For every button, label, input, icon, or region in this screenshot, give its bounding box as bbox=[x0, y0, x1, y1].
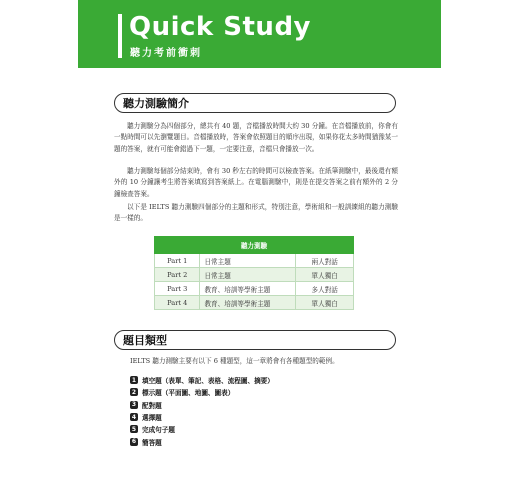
list-item-text: 完成句子題 bbox=[142, 426, 175, 435]
table-cell-topic: 日常主題 bbox=[200, 268, 296, 282]
section-title-question-types bbox=[114, 330, 396, 350]
table-cell-part: Part 1 bbox=[155, 254, 200, 268]
section-title-label: 題目類型 bbox=[123, 334, 167, 347]
list-item bbox=[130, 423, 274, 435]
paragraph-3: 以下是 IELTS 聽力測驗四個部分的主題和形式，特別注意，學術組和一般訓練組的聽力測驗是一樣的。 bbox=[114, 203, 398, 223]
table-cell-topic: 教育、培訓等學術主題 bbox=[200, 296, 296, 310]
list-item-text: 簡答題 bbox=[142, 438, 162, 447]
number-badge: 1 bbox=[131, 376, 137, 384]
table-row bbox=[155, 268, 354, 282]
list-item bbox=[130, 374, 274, 386]
list-item-text: 填空題（表單、筆記、表格、流程圖、摘要） bbox=[142, 377, 274, 386]
list-item bbox=[130, 399, 274, 411]
list-item bbox=[130, 411, 274, 423]
list-item bbox=[130, 386, 274, 398]
question-type-list bbox=[130, 374, 274, 448]
number-badge: 4 bbox=[131, 413, 137, 421]
table-cell-format: 多人對話 bbox=[296, 282, 354, 296]
table-cell-topic: 教育、培訓等學術主題 bbox=[200, 282, 296, 296]
listening-parts-table bbox=[154, 236, 354, 310]
list-item-text: 配對題 bbox=[142, 401, 162, 410]
table-row bbox=[155, 254, 354, 268]
table-row bbox=[155, 296, 354, 310]
chapter-header bbox=[78, 0, 441, 68]
number-badge: 3 bbox=[131, 401, 137, 409]
section-title-intro bbox=[114, 93, 396, 113]
paragraph-2: 聽力測驗每個部分結束時，會有 30 秒左右的時間可以檢查答案。在紙筆測驗中，最後還有額外的 10 分鐘讓考生將答案填寫到答案紙上。在電腦測驗中，則是在提交答案之前有額外的 2 分鐘檢查答案。 bbox=[114, 167, 398, 198]
table-cell-part: Part 2 bbox=[155, 268, 200, 282]
list-item-text: 標示題（平面圖、地圖、圖表） bbox=[142, 389, 235, 398]
list-item bbox=[130, 435, 274, 447]
table-cell-topic: 日常主題 bbox=[200, 254, 296, 268]
table-cell-part: Part 4 bbox=[155, 296, 200, 310]
table-cell-format: 單人獨白 bbox=[296, 296, 354, 310]
table-cell-format: 單人獨白 bbox=[296, 268, 354, 282]
question-types-intro: IELTS 聽力測驗主要有以下 6 種題型，這一章將會有各種題型的範例。 bbox=[130, 357, 339, 365]
header-accent-bar bbox=[118, 14, 122, 58]
number-badge: 5 bbox=[131, 425, 137, 433]
table-row bbox=[155, 282, 354, 296]
header-subtitle: 聽力考前衝刺 bbox=[130, 48, 202, 59]
paragraph-1: 聽力測驗分為四個部分，總共有 40 題，音檔播放時間大約 30 分鐘。在音檔播放前，你會有一點時間可以先瀏覽題目。音檔播放時，答案會依照題目的順序出現，如果你花太多時間猶豫某一題的答案，就有可能會錯過下一題，一定要注意，音檔只會播放一次。 bbox=[114, 122, 398, 153]
table-cell-format: 兩人對話 bbox=[296, 254, 354, 268]
header-title: Quick Study bbox=[129, 12, 312, 42]
section-title-label: 聽力測驗簡介 bbox=[123, 97, 189, 110]
number-badge: 2 bbox=[131, 388, 137, 396]
number-badge: 6 bbox=[131, 438, 137, 446]
list-item-text: 選擇題 bbox=[142, 414, 162, 423]
table-cell-part: Part 3 bbox=[155, 282, 200, 296]
table-header: 聽力測驗 bbox=[155, 237, 354, 254]
